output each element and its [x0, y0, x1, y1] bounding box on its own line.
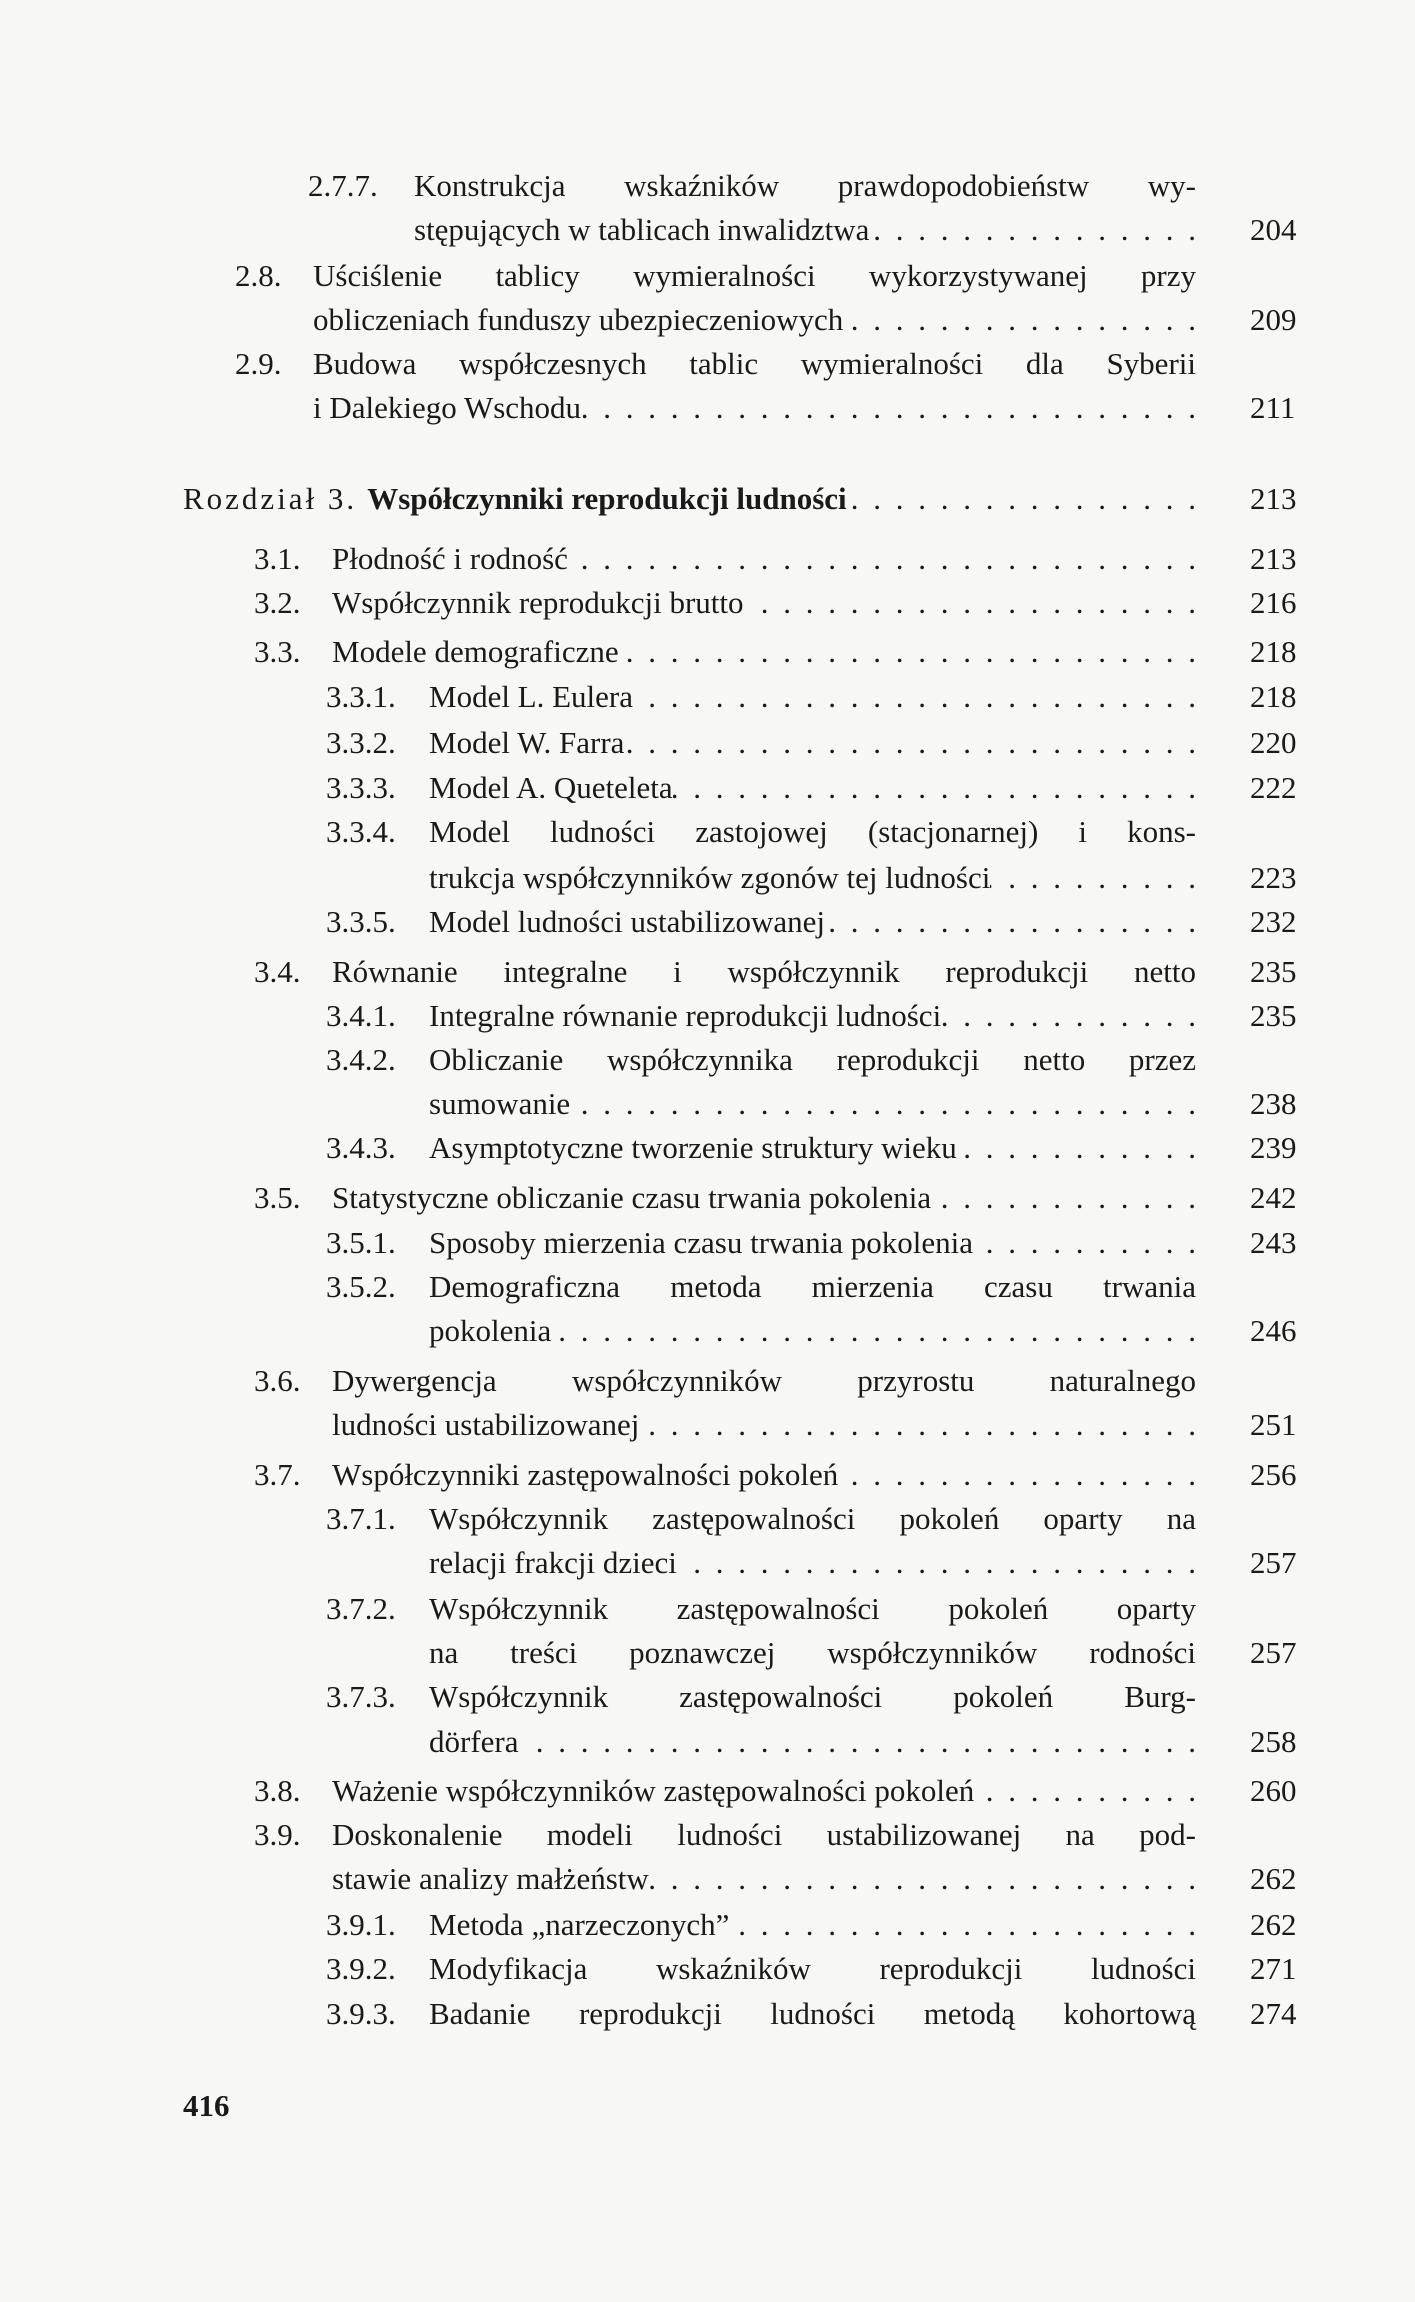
leader-dots: [729, 1905, 1196, 1945]
toc-entry-line: [313, 344, 1196, 384]
toc-entry-line: [429, 1084, 1196, 1124]
entry-number: 3.3.5.: [326, 904, 396, 939]
toc-entry-line: [414, 210, 1196, 250]
entry-page-number: 262: [1250, 1907, 1297, 1942]
entry-number: 3.9.: [254, 1817, 301, 1852]
entry-title: Obliczanie współczynnika reprodukcji netto przez: [429, 1042, 1196, 1077]
toc-entry-line: [429, 1267, 1196, 1307]
entry-title: Badanie reprodukcji ludności metodą kohortową: [429, 1996, 1196, 2031]
toc-entry-line: [332, 1361, 1196, 1401]
entry-number: 3.8.: [254, 1773, 301, 1808]
toc-entry-line: [429, 1633, 1196, 1673]
entry-number: 3.9.2.: [326, 1951, 396, 1986]
leader-dots: [847, 479, 1196, 519]
entry-title: Płodność i rodność: [332, 541, 568, 576]
entry-page-number: 256: [1250, 1457, 1297, 1492]
entry-number: 3.3.: [254, 634, 301, 669]
toc-entry-line: [429, 902, 1196, 942]
leader-dots: [624, 723, 1196, 763]
entry-number: 3.7.3.: [326, 1679, 396, 1714]
leader-dots: [973, 1223, 1196, 1263]
entry-title: Model W. Farra: [429, 725, 625, 760]
entry-page-number: 232: [1250, 904, 1297, 939]
entry-title: Współczynnik zastępowalności pokoleń oparty na: [429, 1501, 1196, 1536]
entry-title: Budowa współczesnych tablic wymieralności dla Syberii: [313, 346, 1196, 381]
entry-title: i Dalekiego Wschodu: [313, 390, 582, 425]
leader-dots: [519, 1722, 1197, 1762]
entry-title: Współczynnik zastępowalności pokoleń oparty: [429, 1591, 1196, 1626]
entry-page-number: 218: [1250, 634, 1297, 669]
entry-title: stawie analizy małżeństw: [332, 1861, 649, 1896]
toc-entry-line: [429, 1040, 1196, 1080]
entry-title: ludności ustabilizowanej: [332, 1407, 640, 1442]
entry-number: 2.7.7.: [308, 168, 378, 203]
entry-title: Uściślenie tablicy wymieralności wykorzystywanej przy: [313, 258, 1196, 293]
page-number: 416: [183, 2088, 230, 2123]
leader-dots: [649, 1859, 1196, 1899]
toc-entry-line: [332, 1178, 1196, 1218]
entry-page-number: 257: [1250, 1545, 1297, 1580]
toc-entry-line: [332, 1405, 1196, 1445]
entry-page-number: 262: [1250, 1861, 1297, 1896]
toc-entry-line: [332, 539, 1196, 579]
entry-title: Doskonalenie modeli ludności ustabilizowanej na pod-: [332, 1817, 1196, 1852]
entry-number: 3.4.: [254, 954, 301, 989]
entry-title: Współczynnik zastępowalności pokoleń Burg-: [429, 1679, 1196, 1714]
entry-title: Demograficzna metoda mierzenia czasu trwania: [429, 1269, 1196, 1304]
entry-number: 3.3.1.: [326, 679, 396, 714]
entry-title: na treści poznawczej współczynników rodności: [429, 1635, 1196, 1670]
entry-page-number: 220: [1250, 725, 1297, 760]
entry-title: Równanie integralne i współczynnik reprodukcji netto: [332, 954, 1196, 989]
entry-page-number: 235: [1250, 998, 1297, 1033]
toc-entry-line: [313, 300, 1196, 340]
leader-dots: [843, 300, 1196, 340]
toc-entry-line: [429, 858, 1196, 898]
entry-page-number: 216: [1250, 585, 1297, 620]
entry-page-number: 213: [1250, 541, 1297, 576]
toc-entry-line: [332, 583, 1196, 623]
entry-title: Współczynnik reprodukcji brutto: [332, 585, 744, 620]
entry-title: Metoda „narzeczonych”: [429, 1907, 730, 1942]
leader-dots: [639, 1405, 1196, 1445]
leader-dots: [869, 210, 1196, 250]
entry-page-number: 260: [1250, 1773, 1297, 1808]
toc-entry-line: [332, 1771, 1196, 1811]
entry-title: Statystyczne obliczanie czasu trwania pokolenia: [332, 1180, 932, 1215]
toc-entry-line: [429, 723, 1196, 763]
toc-entry-line: [332, 1815, 1196, 1855]
leader-dots: [619, 632, 1196, 672]
toc-entry-line: [332, 1859, 1196, 1899]
leader-dots: [941, 996, 1196, 1036]
toc-entry-line: [429, 1543, 1196, 1583]
entry-title: Współczynniki reprodukcji ludności: [367, 481, 847, 516]
entry-title: Modele demograficzne: [332, 634, 619, 669]
toc-entry-line: [429, 812, 1196, 852]
leader-dots: [568, 539, 1196, 579]
entry-title: sumowanie: [429, 1086, 571, 1121]
entry-title: Integralne równanie reprodukcji ludności: [429, 998, 942, 1033]
toc-entry-line: [313, 256, 1196, 296]
entry-number: 3.7.1.: [326, 1501, 396, 1536]
leader-dots: [570, 1084, 1196, 1124]
entry-number: 2.9.: [235, 346, 282, 381]
entry-title: trukcja współczynników zgonów tej ludności: [429, 860, 991, 895]
entry-number: 3.7.: [254, 1457, 301, 1492]
toc-entry-line: [429, 1994, 1196, 2034]
toc-entry-line: [429, 1905, 1196, 1945]
entry-number: 3.5.2.: [326, 1269, 396, 1304]
entry-number: 3.1.: [254, 541, 301, 576]
toc-entry-line: [332, 632, 1196, 672]
entry-number: 3.3.3.: [326, 770, 396, 805]
entry-page-number: 238: [1250, 1086, 1297, 1121]
leader-dots: [633, 677, 1196, 717]
entry-number: 3.6.: [254, 1363, 301, 1398]
entry-number: 2.8.: [235, 258, 282, 293]
toc-entry-line: [429, 1223, 1196, 1263]
entry-number: 3.5.: [254, 1180, 301, 1215]
entry-title: Model A. Queteleta: [429, 770, 673, 805]
entry-title: Asymptotyczne tworzenie struktury wieku: [429, 1130, 957, 1165]
toc-entry-line: [429, 677, 1196, 717]
toc-entry-line: [332, 952, 1196, 992]
entry-page-number: 218: [1250, 679, 1297, 714]
entry-number: 3.3.4.: [326, 814, 396, 849]
leader-dots: [677, 1543, 1196, 1583]
entry-page-number: 274: [1250, 1996, 1297, 2031]
entry-title: obliczeniach funduszy ubezpieczeniowych: [313, 302, 844, 337]
entry-title: relacji frakcji dzieci: [429, 1545, 677, 1580]
entry-page-number: 211: [1250, 390, 1296, 425]
toc-entry-line: [313, 388, 1196, 428]
leader-dots: [838, 1455, 1196, 1495]
entry-title: Modyfikacja wskaźników reprodukcji ludności: [429, 1951, 1196, 1986]
entry-number: 3.2.: [254, 585, 301, 620]
entry-title: Dywergencja współczynników przyrostu naturalnego: [332, 1363, 1196, 1398]
entry-title: Sposoby mierzenia czasu trwania pokolenia: [429, 1225, 974, 1260]
entry-title: stępujących w tablicach inwalidztwa: [414, 212, 870, 247]
chapter-label: Rozdział 3.: [183, 481, 358, 516]
leader-dots: [673, 768, 1196, 808]
leader-dots: [551, 1311, 1196, 1351]
entry-page-number: 257: [1250, 1635, 1297, 1670]
entry-number: 3.4.3.: [326, 1130, 396, 1165]
entry-title: pokolenia: [429, 1313, 552, 1348]
entry-number: 3.9.1.: [326, 1907, 396, 1942]
entry-title: Model ludności ustabilizowanej: [429, 904, 826, 939]
entry-page-number: 223: [1250, 860, 1297, 895]
toc-entry-line: [332, 1455, 1196, 1495]
toc-entry-line: [429, 1499, 1196, 1539]
entry-number: 3.4.2.: [326, 1042, 396, 1077]
toc-entry-line: [429, 1677, 1196, 1717]
entry-page-number: 235: [1250, 954, 1297, 989]
entry-page-number: 258: [1250, 1724, 1297, 1759]
toc-entry-line: [429, 1128, 1196, 1168]
leader-dots: [931, 1178, 1196, 1218]
entry-title: Ważenie współczynników zastępowalności pokoleń: [332, 1773, 975, 1808]
entry-page-number: 209: [1250, 302, 1297, 337]
leader-dots: [974, 1771, 1196, 1811]
entry-title: Model L. Eulera: [429, 679, 634, 714]
chapter-heading: [183, 479, 1196, 519]
entry-number: 3.7.2.: [326, 1591, 396, 1626]
toc-entry-line: [429, 996, 1196, 1036]
entry-number: 3.4.1.: [326, 998, 396, 1033]
entry-page-number: 204: [1250, 212, 1297, 247]
entry-number: 3.9.3.: [326, 1996, 396, 2031]
toc-entry-line: [429, 1722, 1196, 1762]
entry-page-number: 242: [1250, 1180, 1297, 1215]
leader-dots: [825, 902, 1196, 942]
entry-title: Współczynniki zastępowalności pokoleń: [332, 1457, 839, 1492]
entry-title: Konstrukcja wskaźników prawdopodobieństw wy-: [414, 168, 1196, 203]
leader-dots: [990, 858, 1196, 898]
leader-dots: [581, 388, 1196, 428]
entry-page-number: 271: [1250, 1951, 1297, 1986]
toc-entry-line: [429, 1949, 1196, 1989]
toc-entry-line: [414, 166, 1196, 206]
entry-page-number: 246: [1250, 1313, 1297, 1348]
entry-title: Model ludności zastojowej (stacjonarnej) i kons-: [429, 814, 1196, 849]
toc-entry-line: [429, 1589, 1196, 1629]
entry-title: dörfera: [429, 1724, 519, 1759]
entry-number: 3.3.2.: [326, 725, 396, 760]
entry-page-number: 239: [1250, 1130, 1297, 1165]
entry-page-number: 243: [1250, 1225, 1297, 1260]
toc-entry-line: [429, 1311, 1196, 1351]
entry-page-number: 222: [1250, 770, 1297, 805]
leader-dots: [744, 583, 1196, 623]
leader-dots: [957, 1128, 1196, 1168]
entry-page-number: 213: [1250, 481, 1297, 516]
toc-entry-line: [429, 768, 1196, 808]
entry-number: 3.5.1.: [326, 1225, 396, 1260]
entry-page-number: 251: [1250, 1407, 1297, 1442]
